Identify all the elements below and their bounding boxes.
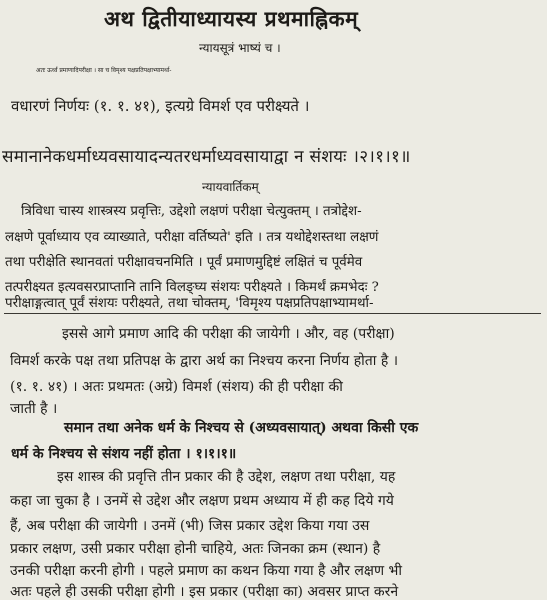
chapter-heading: अथ द्वितीयाध्यायस्य प्रथमाह्निकम् <box>104 6 359 31</box>
hindi-sutra-line: धर्म के निश्चय से संशय नहीं होता । १।१।१॥ <box>11 446 237 462</box>
hindi-vartika-line: अतः पहले ही उसकी परीक्षा होगी । इस प्रकार (परीक्षा का) अवसर प्राप्त करने <box>10 584 399 600</box>
vartika-line: परीक्षाङ्गत्वात् पूर्वं संशयः परीक्ष्यते, तथा चोक्तम्, 'विमृश्य पक्षप्रतिपक्षाभ्यामर्था- <box>5 296 374 311</box>
hindi-vartika-line: उनकी परीक्षा करनी होगी । पहले प्रमाण का कथन किया गया है और लक्षण भी <box>10 563 403 579</box>
hindi-bhashya-line: विमर्श करके पक्ष तथा प्रतिपक्ष के द्वारा अर्थ का निश्चय करना निर्णय होता है । <box>10 353 399 369</box>
hindi-bhashya-line: (१. १. ४१) । अतः प्रथमतः (अग्रे) विमर्श (संशय) की ही परीक्षा की <box>10 379 343 395</box>
hindi-sutra-line: समान तथा अनेक धर्म के निश्चय से (अध्यवसायात्) अथवा किसी एक <box>64 420 419 436</box>
vartika-line: तथा परीक्षेति स्थानवतां परीक्षावचनमिति । पूर्वं प्रमाणमुद्दिष्टं लक्षितं च पूर्वमेव <box>5 255 363 270</box>
sutra-text: समानानेकधर्माध्यवसायादन्यतरधर्माध्यवसायाद्वा न संशयः ।२।१।१॥ <box>2 147 411 167</box>
vartika-line: तत्परीक्ष्यत इत्यवसरप्राप्तानि तानि विलङ्घ्य संशयः परीक्ष्यते । किमर्थं क्रमभेदः ? <box>5 280 379 295</box>
bhashya-line: वधारणं निर्णयः (१. १. ४१), इत्यग्रे विमर्श एव परीक्ष्यते । <box>11 97 310 115</box>
separator-rule <box>4 313 541 314</box>
hindi-vartika-line: हैं, अब परीक्षा की जायेगी । उनमें (भी) जिस प्रकार उद्देश किया गया उस <box>10 518 370 534</box>
section-label-vartika: न्यायवार्तिकम् <box>202 180 259 194</box>
hindi-bhashya-line: इससे आगे प्रमाण आदि की परीक्षा की जायेगी । और, वह (परीक्षा) <box>62 326 395 342</box>
bhashya-line: अतः ऊर्ध्वं प्रमाणादिपरीक्षा । सा च विमृश्य पक्षप्रतिपक्षाभ्यामर्था- <box>36 67 172 74</box>
section-label-nyayasutra: न्यायसूत्रं भाष्यं च । <box>199 41 281 55</box>
vartika-line: त्रिविधा चास्य शास्त्रस्य प्रवृत्तिः, उद्देशो लक्षणं परीक्षा चेत्युक्तम् । तत्रोद्देश- <box>21 204 362 219</box>
hindi-vartika-line: इस शास्त्र की प्रवृत्ति तीन प्रकार की है उद्देश, लक्षण तथा परीक्षा, यह <box>57 469 396 485</box>
hindi-bhashya-line: जाती है । <box>10 401 58 417</box>
hindi-vartika-line: कहा जा चुका है । उनमें से उद्देश और लक्षण प्रथम अध्याय में ही कह दिये गये <box>10 493 394 509</box>
vartika-line: लक्षणे पूर्वाध्याय एव व्याख्याते, परीक्षा वर्तिष्यते' इति । तत्र यथोद्देशस्तथा लक्षणं <box>5 230 379 245</box>
hindi-vartika-line: प्रकार लक्षण, उसी प्रकार परीक्षा होनी चाहिये, अतः जिनका क्रम (स्थान) है <box>10 541 381 557</box>
